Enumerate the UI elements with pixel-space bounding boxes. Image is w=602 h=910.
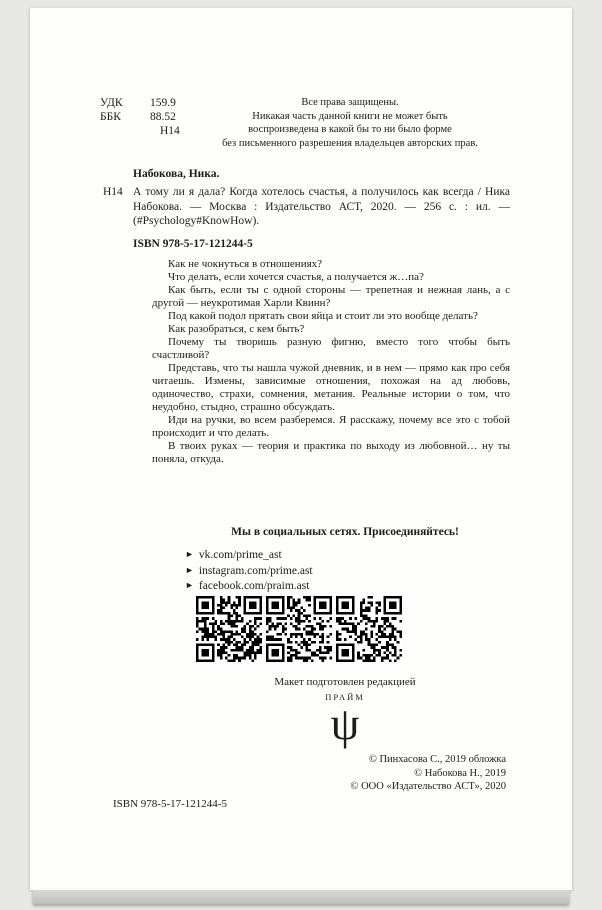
qr-code-instagram (266, 596, 332, 662)
isbn-bottom: ISBN 978-5-17-121244-5 (113, 798, 227, 810)
catalog-code: Н14 (103, 186, 123, 198)
annotation-block (152, 258, 510, 466)
social-link-vk (185, 548, 313, 564)
bibliographic-codes (100, 96, 180, 138)
annotation-paragraph: Почему ты творишь разную фигню, вместо того чтобы быть счастливой? (152, 336, 510, 361)
social-link-label: instagram.com/prime.ast (198, 564, 313, 577)
social-link-facebook (185, 579, 313, 595)
arrow-bullet-icon: ► (185, 564, 194, 575)
social-links (185, 548, 313, 595)
copyright-line: © Пинхасова С., 2019 обложка (368, 754, 506, 765)
rights-line: Никакая часть данной книги не может быть (252, 110, 448, 122)
social-link-label: facebook.com/praim.ast (198, 580, 310, 592)
social-link-label: vk.com/prime_ast (198, 549, 282, 561)
rights-line: Все права защищены. (301, 97, 399, 108)
rights-line: воспроизведена в какой бы то ни было форме (248, 124, 452, 135)
publisher-logo (170, 692, 520, 748)
annotation-paragraph: Как не чокнуться в отношениях? (168, 258, 323, 270)
social-heading: Мы в социальных сетях. Присоединяйтесь! (231, 526, 459, 538)
bbk-code-line (100, 124, 180, 138)
catalog-entry-row (103, 185, 510, 229)
copyright-line: © Набокова Н., 2019 (414, 767, 506, 779)
qr-code-row (196, 596, 402, 662)
bbk-value: 88.52 (150, 111, 176, 123)
catalog-entry: А тому ли я дала? Когда хотелось счастья, а получилось как всегда / Ника Набокова. — Москва : Издательство АСТ, 2020. — 256 с. : ил. — (#Psychology#KnowHow). (133, 186, 510, 227)
annotation-paragraph: Иди на ручки, во всем разберемся. Я расскажу, почему все это с тобой происходит и что делать. (152, 414, 510, 439)
qr-code-vk (196, 596, 262, 662)
annotation-paragraph: В твоих руках — теория и практика по выходу из любовной… ну ты поняла, откуда. (152, 440, 510, 465)
annotation-paragraph: Под какой подол прятать свои яйца и стоит ли это вообще делать? (168, 310, 478, 322)
social-link-instagram (185, 564, 313, 580)
isbn-top: ISBN 978-5-17-121244-5 (133, 238, 253, 250)
annotation-paragraph: Что делать, если хочется счастья, а получается ж…па? (168, 271, 424, 283)
author-heading: Набокова, Ника. (133, 168, 220, 180)
bbk-line (100, 110, 180, 124)
layout-note: Макет подготовлен редакцией (274, 676, 416, 688)
psi-logo-icon: ψ (330, 698, 360, 749)
rights-notice (180, 96, 520, 150)
arrow-bullet-icon: ► (185, 580, 194, 590)
udk-value: 159.9 (150, 97, 176, 109)
qr-code-facebook (336, 596, 402, 662)
page-edge-shadow (33, 890, 569, 904)
book-copyright-page (30, 8, 572, 890)
udk-label: УДК (100, 97, 123, 109)
rights-line: без письменного разрешения владельцев авторских прав. (222, 137, 478, 149)
bbk-code: Н14 (160, 125, 180, 137)
annotation-paragraph: Как быть, если ты с одной стороны — трепетная и нежная лань, а с другой — неукротимая Харли Квинн? (152, 284, 510, 309)
annotation-paragraph: Как разобраться, с кем быть? (168, 323, 305, 335)
publisher-logo-text: ПРАЙМ (325, 692, 365, 702)
arrow-bullet-icon: ► (185, 549, 194, 559)
udk-line (100, 96, 180, 110)
copyright-line: © ООО «Издательство АСТ», 2020 (350, 781, 506, 792)
bbk-label: ББК (100, 111, 121, 123)
annotation-paragraph: Представь, что ты нашла чужой дневник, и в нем — прямо как про себя читаешь. Измены, зависимые отношения, похожая на ад любовь, одиночество, страхи, сомнения, метания. Реальные истории о том, что неудобно, стыдно, страшно обсуждать. (152, 362, 510, 413)
copyright-block (280, 753, 506, 794)
